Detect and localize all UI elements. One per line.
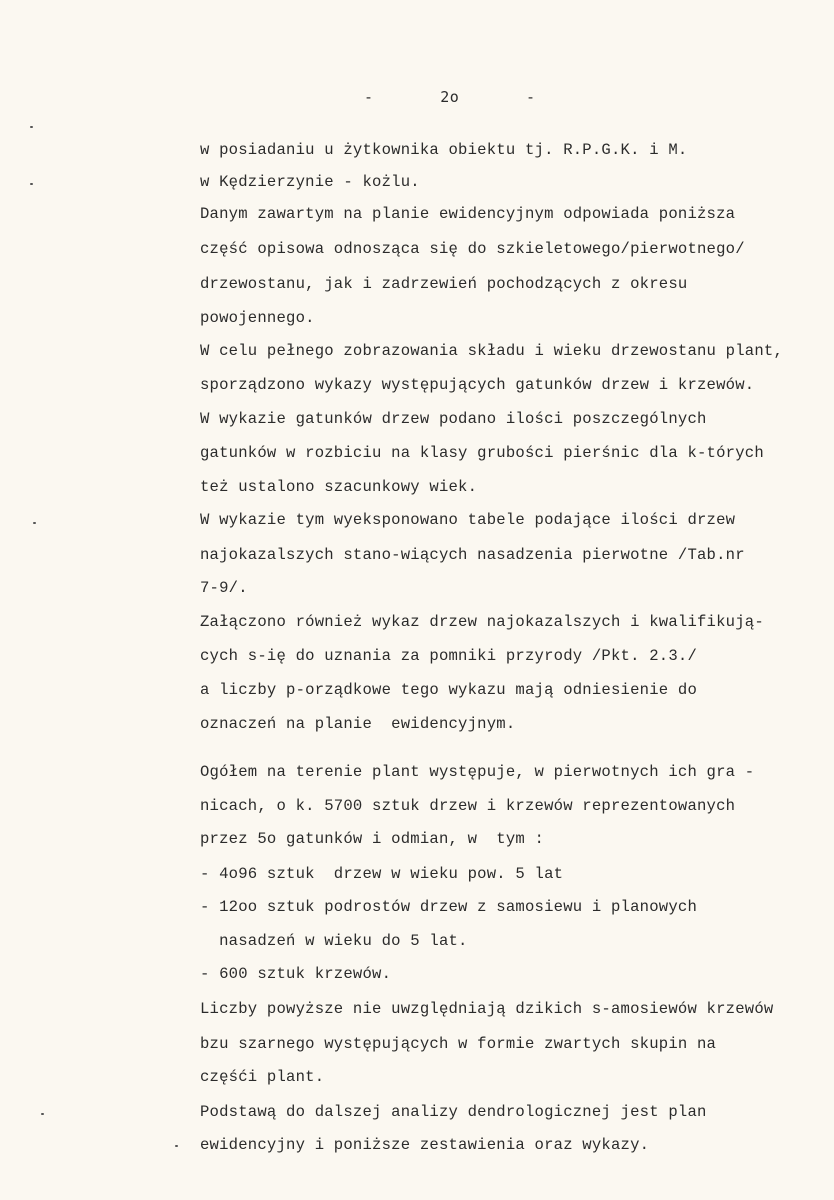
page-number: - 2o - [364,88,536,106]
margin-mark [30,126,33,128]
text-line: powojennego. [200,309,315,327]
margin-mark [30,183,33,185]
text-line: w Kędzierzynie - kożlu. [200,173,420,191]
text-line: Podstawą do dalszej analizy dendrologicznej jest plan [200,1103,707,1121]
text-line: W wykazie gatunków drzew podano ilości poszczególnych [200,410,707,428]
text-line: też ustalono szacunkowy wiek. [200,478,478,496]
list-item-line: - 12oo sztuk podrostów drzew z samosiewu i planowych [200,898,698,916]
margin-mark [33,522,36,524]
text-line: 7-9/. [200,579,248,597]
text-line: cych s-ię do uznania za pomniki przyrody /Pkt. 2.3./ [200,647,698,665]
text-line: nicach, o k. 5700 sztuk drzew i krzewów reprezentowanych [200,797,736,815]
text-line: a liczby p-orządkowe tego wykazu mają odniesienie do [200,681,698,699]
list-item-line: - 4o96 sztuk drzew w wieku pow. 5 lat [200,865,564,883]
text-line: ewidencyjny i poniższe zestawienia oraz wykazy. [200,1136,650,1154]
text-line: Danym zawartym na planie ewidencyjnym odpowiada poniższa [200,205,736,223]
text-line: najokazalszych stano-wiących nasadzenia pierwotne /Tab.nr [200,546,745,564]
text-line: gatunków w rozbiciu na klasy grubości pierśnic dla k-tórych [200,444,764,462]
text-line: sporządzono wykazy występujących gatunków drzew i krzewów. [200,376,755,394]
margin-mark [41,1113,44,1115]
margin-mark [175,1145,178,1147]
text-line: W wykazie tym wyeksponowano tabele podające ilości drzew [200,511,736,529]
text-line: Załączono również wykaz drzew najokazalszych i kwalifikują- [200,613,764,631]
text-line: częśći plant. [200,1068,325,1086]
list-item-line: - 600 sztuk krzewów. [200,965,392,983]
text-line: oznaczeń na planie ewidencyjnym. [200,715,516,733]
text-line: drzewostanu, jak i zadrzewień pochodzących z okresu [200,275,688,293]
list-item-line: nasadzeń w wieku do 5 lat. [200,932,468,950]
text-line: W celu pełnego zobrazowania składu i wieku drzewostanu plant, [200,342,784,360]
text-line: przez 5o gatunków i odmian, w tym : [200,830,545,848]
text-line: część opisowa odnosząca się do szkieletowego/pierwotnego/ [200,240,745,258]
text-line: Ogółem na terenie plant występuje, w pierwotnych ich gra - [200,763,755,781]
text-line: w posiadaniu u żytkownika obiektu tj. R.P.G.K. i M. [200,141,688,159]
text-line: bzu szarnego występujących w formie zwartych skupin na [200,1035,717,1053]
text-line: Liczby powyższe nie uwzględniają dzikich s-amosiewów krzewów [200,1000,774,1018]
